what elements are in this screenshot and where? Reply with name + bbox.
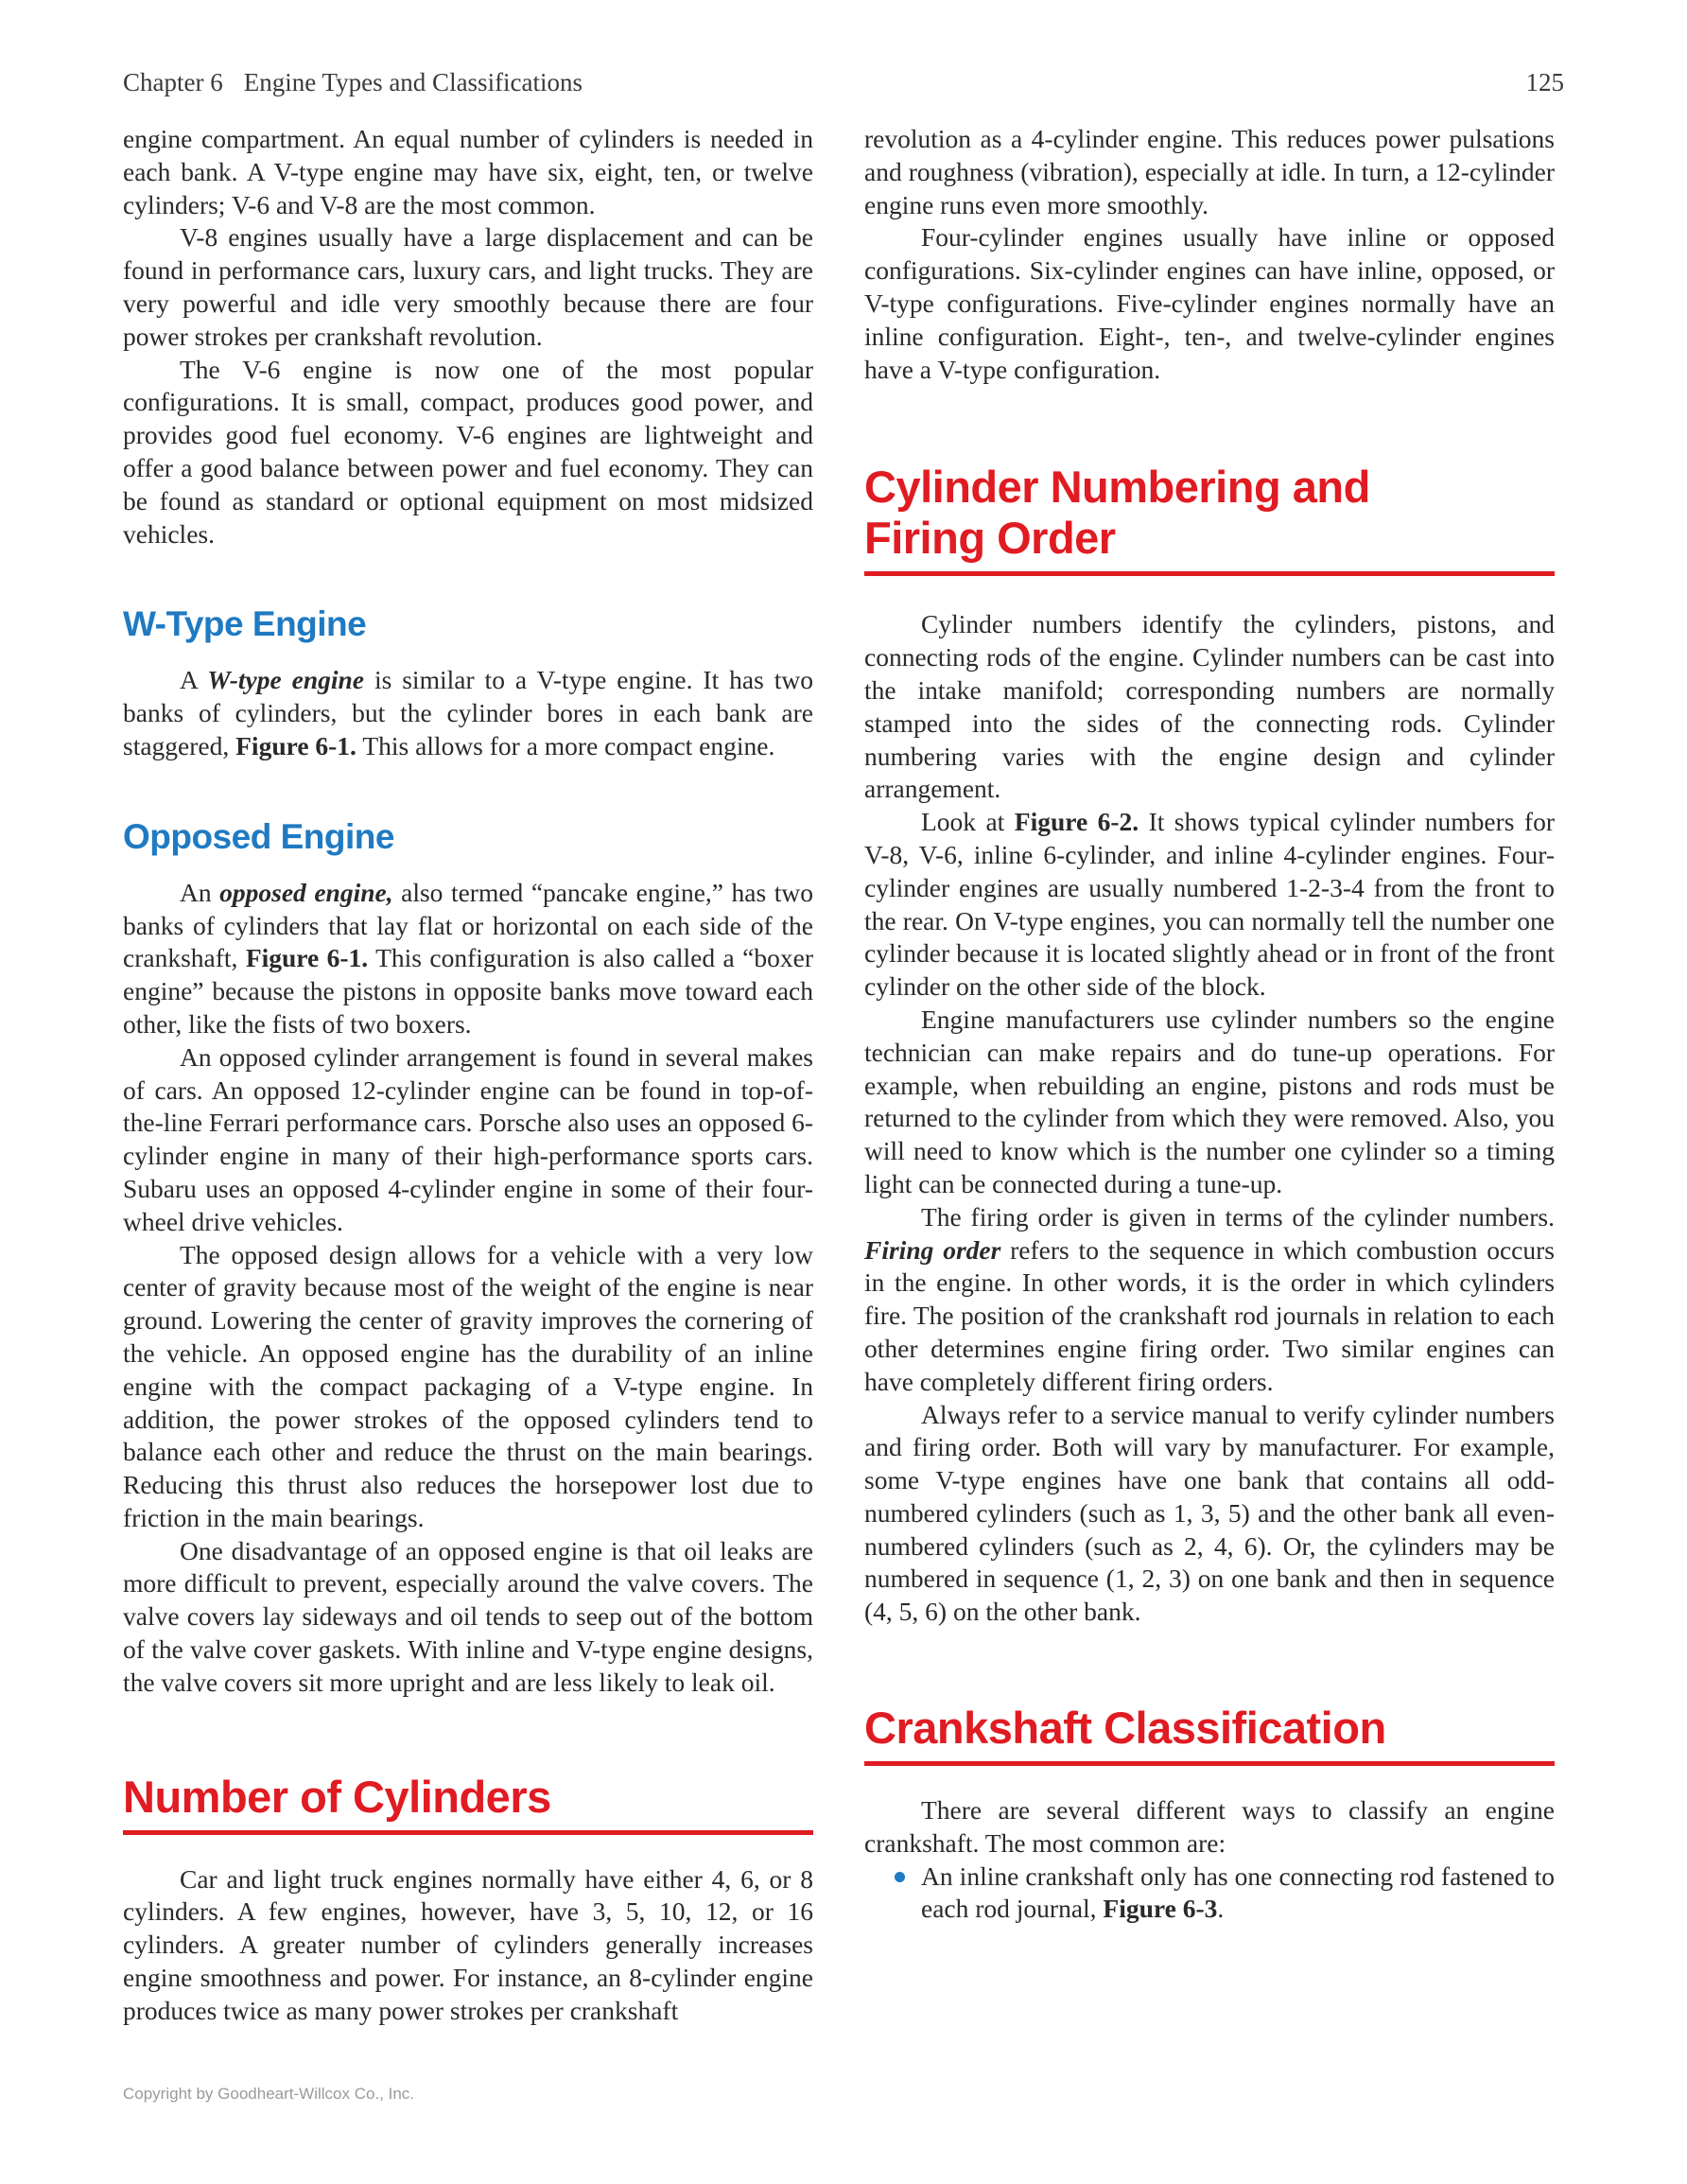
term-opposed-engine: opposed engine,: [219, 877, 393, 907]
chapter-title: Engine Types and Classifications: [243, 68, 583, 96]
list-item: An inline crankshaft only has one connecting rod fastened to each rod journal, Figure 6-3.: [864, 1861, 1555, 1927]
chapter-label: [123, 68, 583, 97]
paragraph: Four-cylinder engines usually have inline or opposed configurations. Six-cylinder engines can have inline, opposed, or V-type configurations. Five-cylinder engines normally have an inline configuration. Eight-, ten-, and twelve-cylinder engines have a V-type configuration.: [864, 222, 1555, 384]
figure-ref: Figure 6-1.: [245, 943, 369, 973]
term-firing-order: Firing order: [864, 1234, 1001, 1265]
heading-opposed-engine: Opposed Engine: [123, 816, 394, 856]
term-w-type-engine: W-type engine: [207, 665, 365, 695]
paragraph: Cylinder numbers identify the cylinders, pistons, and connecting rods of the engine. Cylinder numbers can be cast into the intake manifold; corresponding numbers are normally stamped into the sides of the connecting rods. Cylinder numbering varies with the engine design and cylinder arrangement.: [864, 609, 1555, 804]
chapter-number: Chapter 6: [123, 68, 223, 96]
figure-ref: Figure 6-2.: [1014, 807, 1139, 837]
paragraph: The firing order is given in terms of the cylinder numbers. Firing order refers to the sequence in which combustion occurs in the engine. In other words, it is the order in which cylinders fire. The position of the crankshaft rod journals in relation to each other determines engine firing order. Two similar engines can have completely different firing orders.: [864, 1201, 1555, 1396]
paragraph: An opposed cylinder arrangement is found in several makes of cars. An opposed 12-cylinder engine can be found in top-of-the-line Ferrari performance cars. Porsche also uses an opposed 6-cylinder engine in many of their high-performance sports cars. Subaru uses an opposed 4-cylinder engine in some of their four-wheel drive vehicles.: [123, 1041, 814, 1236]
bullet-icon: [895, 1872, 905, 1882]
paragraph: Car and light truck engines normally have either 4, 6, or 8 cylinders. A few engines, however, have 3, 5, 10, 12, or 16 cylinders. A greater number of cylinders generally increases engine smoothness and power. For instance, an 8-cylinder engine produces twice as many power strokes per crankshaft: [123, 1863, 813, 2025]
heading-w-type-engine: W-Type Engine: [123, 604, 367, 644]
paragraph-opposed: An opposed engine, also termed “pancake engine,” has two banks of cylinders that lay flat or horizontal on each side of the crankshaft, Figure 6-1. This configuration is also called a “boxer engine” because the pistons in opposite banks move toward each other, like the fists of two boxers.: [123, 877, 813, 1039]
bullet-list: [864, 1861, 1555, 1927]
paragraph: The opposed design allows for a vehicle with a very low center of gravity because most of the weight of the engine is near ground. Lowering the center of gravity improves the cornering of the vehicle. An opposed engine has the durability of an inline engine with the compact packaging of a V-type engine. In addition, the power strokes of the opposed cylinders tend to balance each other and reduce the thrust on the main bearings. Reducing this thrust also reduces the horsepower lost due to friction in the main bearings.: [123, 1239, 813, 1532]
figure-ref: Figure 6-1.: [235, 730, 357, 760]
right-column: [864, 123, 1555, 1926]
paragraph: There are several different ways to classify an engine crankshaft. The most common are:: [864, 1795, 1555, 1858]
running-head: [123, 68, 1564, 106]
copyright-footer: Copyright by Goodheart-Willcox Co., Inc.: [123, 2085, 415, 2103]
heading-crankshaft-classification: Crankshaft Classification: [864, 1703, 1555, 1766]
paragraph: Always refer to a service manual to verify cylinder numbers and firing order. Both will vary by manufacturer. For example, some V-type engines have one bank that contains all odd-numbered cylinders (such as 1, 3, 5) and the other bank all even-numbered cylinders (such as 2, 4, 6). Or, the cylinders may be numbered in sequence (1, 2, 3) on one bank and then in sequence (4, 5, 6) on the other bank.: [864, 1399, 1555, 1627]
figure-ref: Figure 6-3: [1103, 1894, 1218, 1924]
paragraph: revolution as a 4-cylinder engine. This reduces power pulsations and roughness (vibration), especially at idle. In turn, a 12-cylinder engine runs even more smoothly.: [864, 124, 1555, 219]
paragraph: Engine manufacturers use cylinder numbers so the engine technician can make repairs and do tune-up operations. For example, when rebuilding an engine, pistons and rods must be returned to the cylinder from which they were removed. Also, you will need to know which is the number one cylinder so a timing light can be connected during a tune-up.: [864, 1004, 1555, 1198]
paragraph: One disadvantage of an opposed engine is that oil leaks are more difficult to prevent, especially around the valve covers. The valve covers lay sideways and oil tends to seep out of the bottom of the valve cover gaskets. With inline and V-type engine designs, the valve covers sit more upright and are less likely to leak oil.: [123, 1535, 813, 1697]
paragraph: engine compartment. An equal number of cylinders is needed in each bank. A V-type engine may have six, eight, ten, or twelve cylinders; V-6 and V-8 are the most common.: [123, 124, 813, 219]
heading-number-of-cylinders: Number of Cylinders: [123, 1772, 813, 1835]
paragraph: The V-6 engine is now one of the most popular configurations. It is small, compact, produces good power, and provides good fuel economy. V-6 engines are lightweight and offer a good balance between power and fuel economy. They can be found as standard or optional equipment on most midsized vehicles.: [123, 354, 813, 549]
paragraph-w-type: A W-type engine is similar to a V-type engine. It has two banks of cylinders, but the cylinder bores in each bank are staggered, Figure 6-1. This allows for a more compact engine.: [123, 665, 813, 760]
page-number: 125: [1525, 68, 1564, 96]
left-column: [123, 123, 813, 2028]
paragraph: V-8 engines usually have a large displacement and can be found in performance cars, luxury cars, and light trucks. They are very powerful and idle very smoothly because there are four power strokes per crankshaft revolution.: [123, 222, 813, 351]
heading-cylinder-numbering: Cylinder Numbering and Firing Order: [864, 462, 1555, 576]
paragraph: Look at Figure 6-2. It shows typical cylinder numbers for V-8, V-6, inline 6-cylinder, and inline 4-cylinder engines. Four-cylinder engines are usually numbered 1-2-3-4 from the front to the rear. On V-type engines, you can normally tell the number one cylinder because it is located slightly ahead or in front of the front cylinder on the other side of the block.: [864, 807, 1556, 1002]
